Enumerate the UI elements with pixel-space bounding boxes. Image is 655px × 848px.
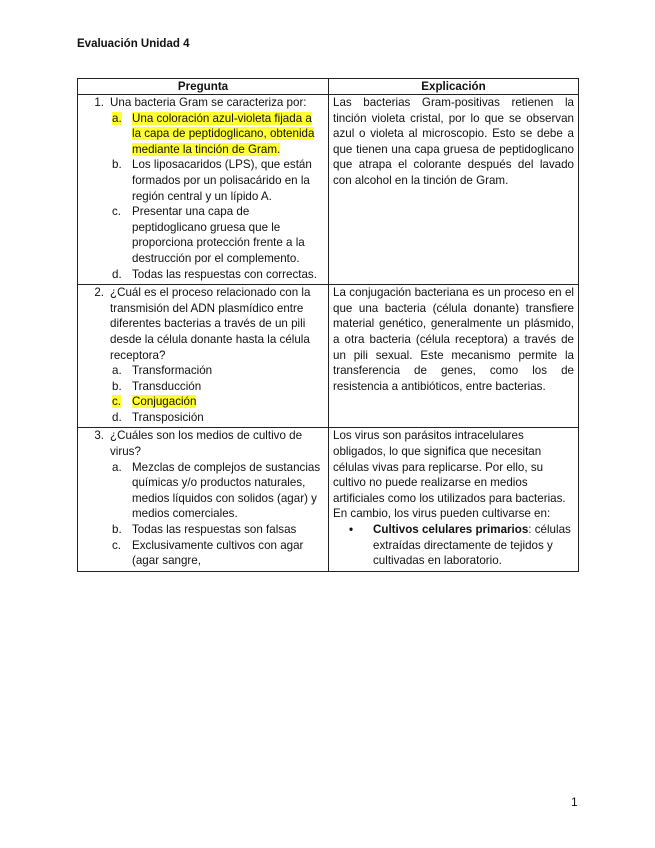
question-number: 1. [94,96,104,109]
option-list [82,460,324,569]
option-letter: d. [112,267,122,281]
option-text: Mezclas de complejos de sustancias químicas y/o productos naturales, medios líquidos con solidos (agar) y medios comerciales. [132,460,321,521]
table-header-row [78,79,579,95]
table-row [78,285,579,428]
option-text-highlighted: Conjugación [132,395,197,409]
option-letter: a. [112,460,122,474]
column-header-explanation: Explicación [329,79,579,95]
option-letter: c. [112,538,122,552]
option-item [112,204,324,266]
explanation-cell [329,428,579,571]
option-item [112,410,324,426]
bullet-bold-text: Cultivos celulares primarios [373,523,529,537]
option-item [112,460,324,522]
option-text: Transformación [132,364,213,378]
page-number: 1 [571,795,578,809]
option-letter: c. [112,205,122,219]
option-text: Los liposacaridos (LPS), que están formados por un polisacárido en la región central y un lípido A. [132,158,312,203]
question-cell [78,285,329,428]
question-number: 3. [94,429,104,443]
option-letter: a. [112,111,122,125]
option-text: Transposición [132,410,204,424]
option-item [112,111,324,158]
option-letter: b. [112,379,122,393]
option-item [112,394,324,410]
document-title: Evaluación Unidad 4 [77,38,190,50]
option-text: Exclusivamente cultivos con agar (agar sangre, [132,538,304,568]
qa-table [77,78,579,572]
question-text: ¿Cuál es el proceso relacionado con la transmisión del ADN plasmídico entre diferentes bacterias a través de un pili desde la célula donante hasta la célula receptora? [110,286,311,362]
option-letter: c. [112,395,122,409]
option-letter: d. [112,410,122,424]
option-item [112,379,324,395]
explanation-cell: La conjugación bacteriana es un proceso en el que una bacteria (célula donante) transfiere material genético, generalmente un plásmido, a otra bacteria (célula receptora) a través de un pili sexual. Este mecanismo permite la transferencia de genes, como los de resistencia a antibióticos, entre bacterias. [329,285,579,428]
option-item [112,157,324,204]
explanation-cell: Las bacterias Gram-positivas retienen la tinción violeta cristal, por lo que se observan azul o violeta al microscopio. Esto se debe a que tienen una capa gruesa de peptidoglicano que atrapa el colorante después del lavado con alcohol en la tinción de Gram. [329,95,579,285]
bullet-text: : células extraídas directamente de tejidos y cultivadas en laboratorio. [373,523,571,568]
option-list [82,363,324,425]
option-text: Presentar una capa de peptidoglicano gruesa que le proporciona protección frente a la destrucción por el complemento. [132,205,305,265]
option-letter: a. [112,364,122,378]
option-item [112,522,324,538]
question-text: ¿Cuáles son los medios de cultivo de virus? [110,429,303,459]
option-text: Todas las respuestas son falsas [132,523,297,537]
bullet-list [333,522,574,569]
question-cell [78,95,329,285]
question-cell [78,428,329,571]
option-text: Todas las respuestas con correctas. [132,267,317,281]
option-text: Transducción [132,379,202,393]
column-header-question: Pregunta [78,79,329,95]
option-list [82,111,324,283]
option-text-highlighted: Una coloración azul-violeta fijada a la capa de peptidoglicano, obtenida mediante la tinción de Gram. [132,111,315,156]
list-item [349,522,574,569]
bullet-icon: • [349,523,354,537]
question-number: 2. [94,286,104,300]
table-row [78,428,579,571]
explanation-text: Los virus son parásitos intracelulares obligados, lo que significa que necesitan células vivas para replicarse. Por ello, su cultivo no puede realizarse en medios artificiales como los utilizados para bacterias. En cambio, los virus pueden cultivarse en: [333,429,566,521]
option-item [112,267,324,283]
table-row [78,95,579,285]
option-letter: b. [112,523,122,537]
option-item [112,363,324,379]
option-item [112,538,324,569]
question-text: Una bacteria Gram se caracteriza por: [110,96,307,109]
option-letter: b. [112,158,122,172]
